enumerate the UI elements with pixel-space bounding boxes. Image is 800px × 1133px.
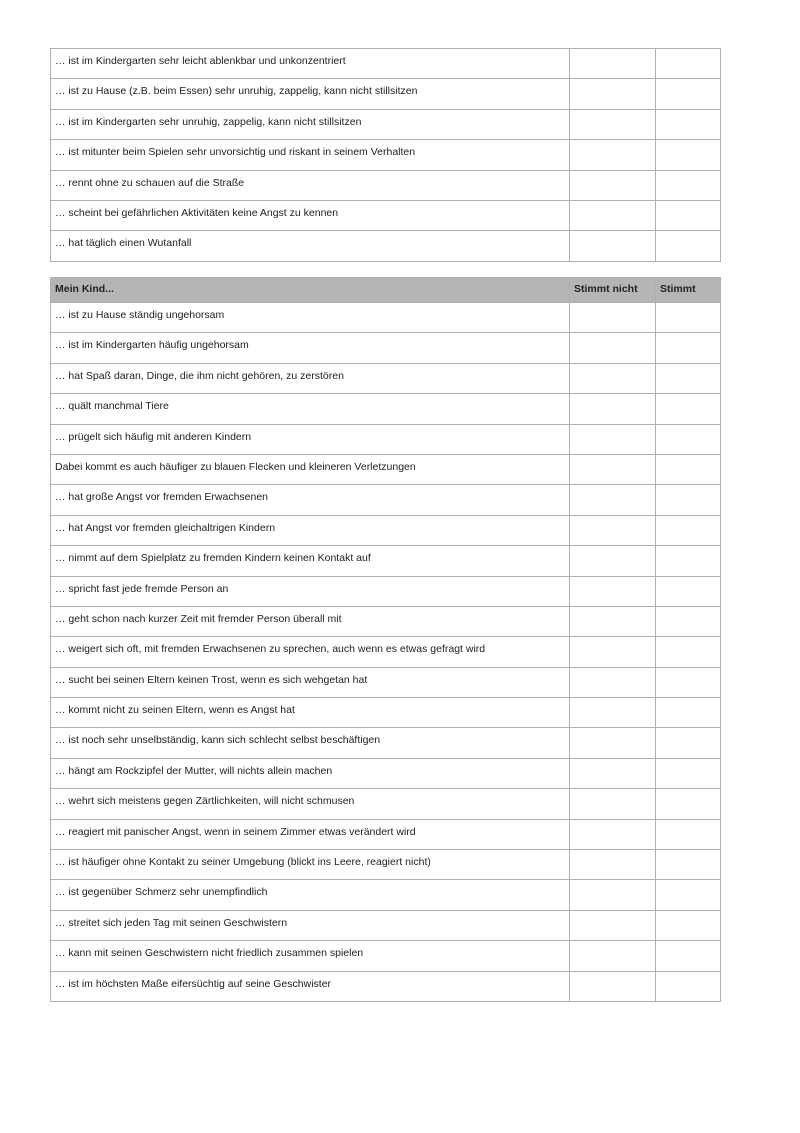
stimmt-nicht-cell[interactable] <box>570 637 656 667</box>
statement-cell: … wehrt sich meistens gegen Zärtlichkeiten, will nicht schmusen <box>51 789 570 819</box>
stimmt-cell[interactable] <box>656 698 721 728</box>
stimmt-cell[interactable] <box>656 140 721 170</box>
table-row <box>51 49 721 79</box>
stimmt-cell[interactable] <box>656 667 721 697</box>
header-statement: Mein Kind... <box>51 278 570 303</box>
table-row <box>51 941 721 971</box>
statement-cell: … geht schon nach kurzer Zeit mit fremder Person überall mit <box>51 606 570 636</box>
stimmt-nicht-cell[interactable] <box>570 546 656 576</box>
table-row <box>51 363 721 393</box>
stimmt-nicht-cell[interactable] <box>570 485 656 515</box>
statement-cell: … scheint bei gefährlichen Aktivitäten keine Angst zu kennen <box>51 200 570 230</box>
table-row <box>51 515 721 545</box>
stimmt-nicht-cell[interactable] <box>570 363 656 393</box>
stimmt-nicht-cell[interactable] <box>570 850 656 880</box>
stimmt-nicht-cell[interactable] <box>570 606 656 636</box>
table-row <box>51 637 721 667</box>
statement-cell: … kann mit seinen Geschwistern nicht friedlich zusammen spielen <box>51 941 570 971</box>
stimmt-cell[interactable] <box>656 546 721 576</box>
table-row <box>51 140 721 170</box>
table-row <box>51 109 721 139</box>
stimmt-cell[interactable] <box>656 200 721 230</box>
table-row <box>51 333 721 363</box>
header-stimmt: Stimmt <box>656 278 721 303</box>
stimmt-cell[interactable] <box>656 363 721 393</box>
stimmt-cell[interactable] <box>656 303 721 333</box>
table-row <box>51 200 721 230</box>
stimmt-nicht-cell[interactable] <box>570 424 656 454</box>
statement-cell: … hat Angst vor fremden gleichaltrigen Kindern <box>51 515 570 545</box>
table-row <box>51 394 721 424</box>
stimmt-nicht-cell[interactable] <box>570 667 656 697</box>
table-row <box>51 454 721 484</box>
statement-cell: … spricht fast jede fremde Person an <box>51 576 570 606</box>
statement-cell: … ist im Kindergarten häufig ungehorsam <box>51 333 570 363</box>
table-row <box>51 850 721 880</box>
table-row <box>51 971 721 1001</box>
stimmt-cell[interactable] <box>656 109 721 139</box>
stimmt-nicht-cell[interactable] <box>570 941 656 971</box>
stimmt-nicht-cell[interactable] <box>570 515 656 545</box>
table-row <box>51 485 721 515</box>
statement-cell: … rennt ohne zu schauen auf die Straße <box>51 170 570 200</box>
table-row <box>51 576 721 606</box>
stimmt-nicht-cell[interactable] <box>570 140 656 170</box>
table-row <box>51 170 721 200</box>
questionnaire-table-2 <box>50 277 721 1002</box>
questionnaire-table-1 <box>50 48 721 262</box>
stimmt-nicht-cell[interactable] <box>570 454 656 484</box>
table-row <box>51 231 721 261</box>
table-row <box>51 546 721 576</box>
stimmt-cell[interactable] <box>656 728 721 758</box>
stimmt-nicht-cell[interactable] <box>570 303 656 333</box>
stimmt-cell[interactable] <box>656 758 721 788</box>
stimmt-nicht-cell[interactable] <box>570 200 656 230</box>
statement-cell: … streitet sich jeden Tag mit seinen Geschwistern <box>51 910 570 940</box>
statement-cell: … ist im Kindergarten sehr unruhig, zappelig, kann nicht stillsitzen <box>51 109 570 139</box>
stimmt-cell[interactable] <box>656 515 721 545</box>
stimmt-nicht-cell[interactable] <box>570 333 656 363</box>
stimmt-nicht-cell[interactable] <box>570 698 656 728</box>
stimmt-nicht-cell[interactable] <box>570 728 656 758</box>
statement-cell: Dabei kommt es auch häufiger zu blauen Flecken und kleineren Verletzungen <box>51 454 570 484</box>
stimmt-cell[interactable] <box>656 576 721 606</box>
stimmt-nicht-cell[interactable] <box>570 79 656 109</box>
statement-cell: … hängt am Rockzipfel der Mutter, will nichts allein machen <box>51 758 570 788</box>
statement-cell: … nimmt auf dem Spielplatz zu fremden Kindern keinen Kontakt auf <box>51 546 570 576</box>
statement-cell: … ist noch sehr unselbständig, kann sich schlecht selbst beschäftigen <box>51 728 570 758</box>
stimmt-nicht-cell[interactable] <box>570 789 656 819</box>
stimmt-cell[interactable] <box>656 394 721 424</box>
stimmt-cell[interactable] <box>656 941 721 971</box>
stimmt-nicht-cell[interactable] <box>570 231 656 261</box>
statement-cell: … quält manchmal Tiere <box>51 394 570 424</box>
table-row <box>51 79 721 109</box>
table-row <box>51 758 721 788</box>
stimmt-cell[interactable] <box>656 424 721 454</box>
table-row <box>51 728 721 758</box>
table-row <box>51 698 721 728</box>
stimmt-cell[interactable] <box>656 454 721 484</box>
stimmt-cell[interactable] <box>656 485 721 515</box>
stimmt-nicht-cell[interactable] <box>570 170 656 200</box>
statement-cell: … kommt nicht zu seinen Eltern, wenn es Angst hat <box>51 698 570 728</box>
statement-cell: … hat täglich einen Wutanfall <box>51 231 570 261</box>
stimmt-nicht-cell[interactable] <box>570 49 656 79</box>
table-row <box>51 424 721 454</box>
stimmt-cell[interactable] <box>656 49 721 79</box>
statement-cell: … reagiert mit panischer Angst, wenn in seinem Zimmer etwas verändert wird <box>51 819 570 849</box>
table-row <box>51 789 721 819</box>
stimmt-nicht-cell[interactable] <box>570 758 656 788</box>
statement-cell: … ist gegenüber Schmerz sehr unempfindlich <box>51 880 570 910</box>
stimmt-nicht-cell[interactable] <box>570 910 656 940</box>
statement-cell: … weigert sich oft, mit fremden Erwachsenen zu sprechen, auch wenn es etwas gefragt wird <box>51 637 570 667</box>
stimmt-nicht-cell[interactable] <box>570 971 656 1001</box>
table-row <box>51 606 721 636</box>
stimmt-nicht-cell[interactable] <box>570 109 656 139</box>
stimmt-cell[interactable] <box>656 910 721 940</box>
stimmt-cell[interactable] <box>656 637 721 667</box>
stimmt-cell[interactable] <box>656 819 721 849</box>
header-stimmt-nicht: Stimmt nicht <box>570 278 656 303</box>
stimmt-nicht-cell[interactable] <box>570 819 656 849</box>
stimmt-cell[interactable] <box>656 971 721 1001</box>
stimmt-cell[interactable] <box>656 170 721 200</box>
statement-cell: … hat Spaß daran, Dinge, die ihm nicht gehören, zu zerstören <box>51 363 570 393</box>
statement-cell: … ist zu Hause (z.B. beim Essen) sehr unruhig, zappelig, kann nicht stillsitzen <box>51 79 570 109</box>
table-row <box>51 667 721 697</box>
stimmt-cell[interactable] <box>656 333 721 363</box>
statement-cell: … sucht bei seinen Eltern keinen Trost, wenn es sich wehgetan hat <box>51 667 570 697</box>
stimmt-cell[interactable] <box>656 79 721 109</box>
statement-cell: … prügelt sich häufig mit anderen Kindern <box>51 424 570 454</box>
stimmt-cell[interactable] <box>656 231 721 261</box>
statement-cell: … ist im Kindergarten sehr leicht ablenkbar und unkonzentriert <box>51 49 570 79</box>
statement-cell: … ist mitunter beim Spielen sehr unvorsichtig und riskant in seinem Verhalten <box>51 140 570 170</box>
table-row <box>51 880 721 910</box>
stimmt-cell[interactable] <box>656 850 721 880</box>
stimmt-cell[interactable] <box>656 606 721 636</box>
stimmt-nicht-cell[interactable] <box>570 880 656 910</box>
statement-cell: … ist zu Hause ständig ungehorsam <box>51 303 570 333</box>
stimmt-nicht-cell[interactable] <box>570 576 656 606</box>
statement-cell: … ist häufiger ohne Kontakt zu seiner Umgebung (blickt ins Leere, reagiert nicht) <box>51 850 570 880</box>
table-row <box>51 910 721 940</box>
statement-cell: … ist im höchsten Maße eifersüchtig auf seine Geschwister <box>51 971 570 1001</box>
table-row <box>51 303 721 333</box>
table-row <box>51 819 721 849</box>
statement-cell: … hat große Angst vor fremden Erwachsenen <box>51 485 570 515</box>
stimmt-cell[interactable] <box>656 880 721 910</box>
stimmt-nicht-cell[interactable] <box>570 394 656 424</box>
stimmt-cell[interactable] <box>656 789 721 819</box>
table-header-row <box>51 278 721 303</box>
